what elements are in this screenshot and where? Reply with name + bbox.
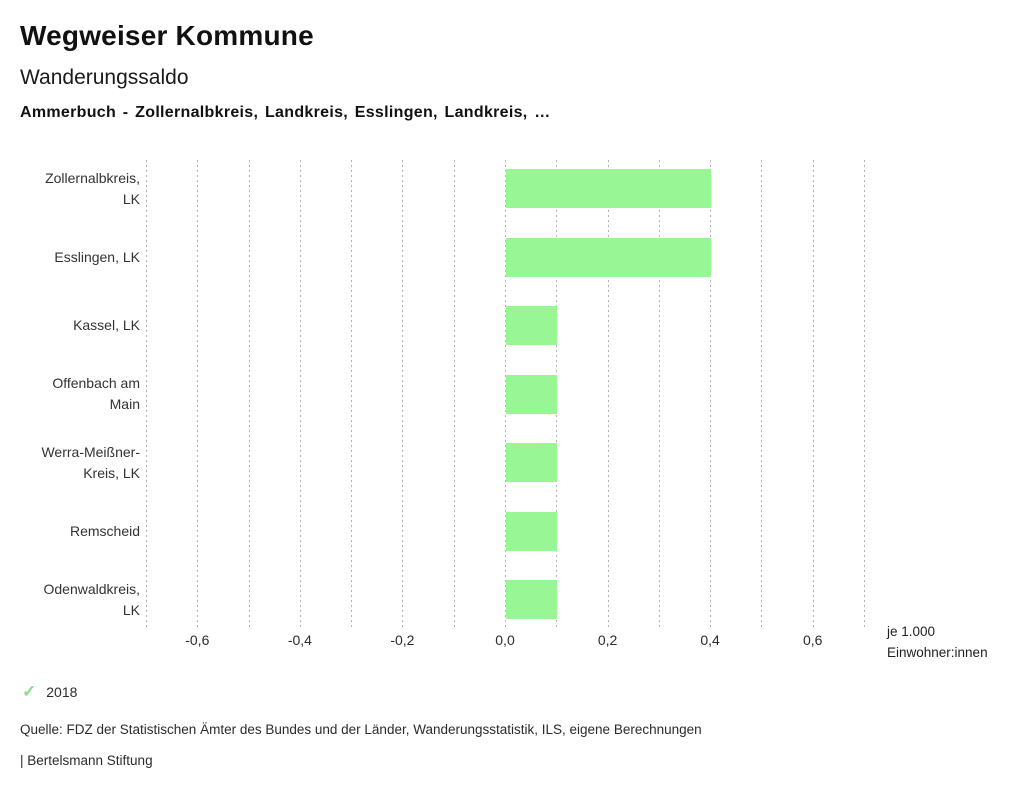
x-tick-label: -0,2 xyxy=(390,632,415,648)
category-label: Werra-Meißner- Kreis, LK xyxy=(41,443,140,481)
gridline xyxy=(710,160,711,628)
gridline xyxy=(813,160,814,628)
bar-Offenbach am Main[interactable] xyxy=(506,375,557,414)
gridline xyxy=(197,160,198,628)
page-title: Wegweiser Kommune xyxy=(20,20,314,51)
bar-Odenwaldkreis, LK[interactable] xyxy=(506,580,557,619)
brand-note: | Bertelsmann Stiftung xyxy=(20,753,153,768)
category-label: Odenwaldkreis, LK xyxy=(43,580,140,618)
gridline xyxy=(659,160,660,628)
legend-year-label: 2018 xyxy=(46,683,78,700)
gridline xyxy=(249,160,250,628)
gridline xyxy=(864,160,865,628)
gridline xyxy=(608,160,609,628)
x-tick-label: 0,4 xyxy=(700,632,720,648)
chart-title: Wanderungssaldo xyxy=(20,66,189,89)
category-label: Esslingen, LK xyxy=(54,248,140,265)
check-icon: ✓ xyxy=(22,682,37,701)
axis-unit-label xyxy=(887,622,988,663)
category-label: Kassel, LK xyxy=(73,317,140,334)
bar-Zollernalbkreis, LK[interactable] xyxy=(506,169,711,208)
x-tick-label: -0,6 xyxy=(185,632,210,648)
chart-series-line: Ammerbuch - Zollernalbkreis, Landkreis, Esslingen, Landkreis, … xyxy=(20,104,551,121)
gridline xyxy=(402,160,403,628)
gridline xyxy=(761,160,762,628)
x-tick-label: 0,6 xyxy=(802,632,823,648)
category-axis-labels xyxy=(0,160,140,628)
gridline xyxy=(351,160,352,628)
x-tick-label: 0,0 xyxy=(495,632,515,648)
bar-Esslingen, LK[interactable] xyxy=(506,238,711,277)
gridline xyxy=(146,160,147,628)
bar-Werra-Meißner-Kreis, LK[interactable] xyxy=(506,443,557,482)
category-label: Offenbach am Main xyxy=(52,375,140,413)
bar-Kassel, LK[interactable] xyxy=(506,306,557,345)
plot-area xyxy=(146,160,864,628)
axis-unit-line-2: Einwohner:innen xyxy=(887,644,988,660)
gridline xyxy=(454,160,455,628)
source-note: Quelle: FDZ der Statistischen Ämter des Bundes und der Länder, Wanderungsstatistik, ILS, eigene Berechnungen xyxy=(20,722,702,737)
category-label: Remscheid xyxy=(69,522,140,539)
legend-item-2018[interactable] xyxy=(22,683,77,700)
x-tick-label: 0,2 xyxy=(597,632,618,648)
bar-Remscheid[interactable] xyxy=(506,512,557,551)
gridline xyxy=(300,160,301,628)
x-tick-label: -0,4 xyxy=(287,632,312,648)
axis-unit-line-1: je 1.000 xyxy=(887,624,936,639)
category-label: Zollernalbkreis, LK xyxy=(45,169,140,207)
